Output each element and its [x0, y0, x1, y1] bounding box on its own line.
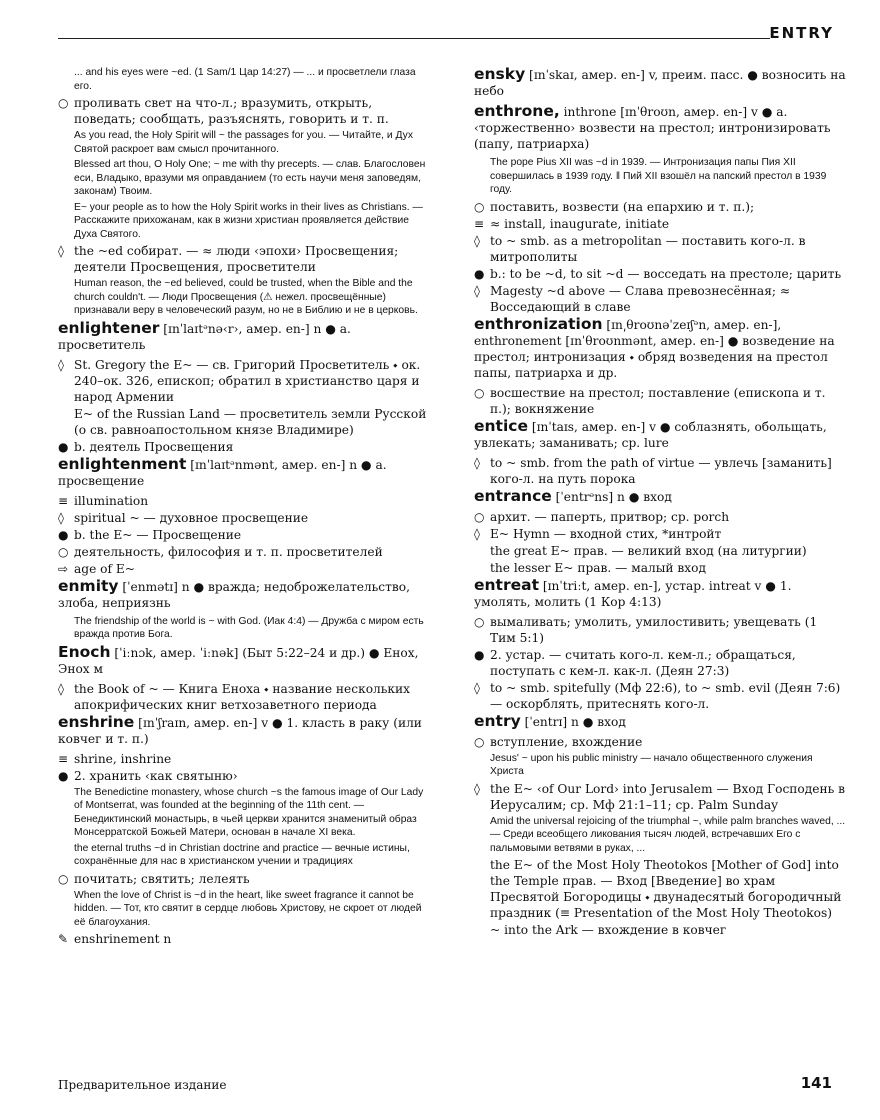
sense-line	[474, 922, 846, 938]
sense-line	[474, 560, 846, 576]
header-rule	[58, 38, 770, 39]
sense-line	[58, 493, 430, 509]
sense-text: b. деятель Просвещения	[74, 439, 234, 454]
sense-text: восшествие на престол; поставление (епископа и т. п.); вокняжение	[490, 385, 826, 416]
sense-text: почитать; святить; лелеять	[74, 871, 250, 886]
sense-line	[474, 233, 846, 265]
headword-text: enlightenment [ɪnˈlaɪtᵊnmənt, амер. en-] n ● a. просвещение	[58, 454, 387, 488]
sense-marker-icon: ◊	[58, 244, 64, 258]
sense-line	[474, 734, 846, 750]
sense-line	[474, 385, 846, 417]
sense-text: enshrinement n	[74, 932, 172, 946]
usage-example: ... and his eyes were ~ed. (1 Sam/1 Цар 14:27) — ... и просветлели глаза его.	[74, 67, 416, 92]
sense-marker-icon: ○	[474, 734, 485, 749]
sense-line	[58, 510, 430, 526]
sense-text: St. Gregory the E~ — св. Григорий Просветитель ⬩ ок. 240–ок. 326, епископ; обратил в христианство царя и народ Армении	[74, 357, 421, 404]
sense-text: ≈ install, inaugurate, initiate	[490, 216, 670, 231]
sense-marker-icon: ○	[58, 544, 69, 559]
left-column	[58, 64, 430, 948]
entry-headword	[474, 713, 846, 730]
sense-marker-icon: ◊	[474, 233, 480, 248]
headword-text: enmity [ˈenmətɪ] n ● вражда; недоброжелательство, злоба, неприязнь	[58, 576, 410, 610]
sense-text: поставить, возвести (на епархию и т. п.);	[490, 199, 755, 214]
sense-line	[58, 406, 430, 438]
sense-marker-icon: ○	[58, 871, 69, 886]
sense-text: b. the E~ — Просвещение	[74, 527, 242, 542]
entry-headword	[58, 320, 430, 353]
sense-marker-icon: ●	[58, 768, 69, 783]
sense-text: E~ of the Russian Land — просветитель земли Русской (о св. равноапостольном князе Владимире)	[74, 406, 427, 437]
entry-headword	[474, 66, 846, 99]
sense-line	[474, 455, 846, 487]
sense-text: вступление, вхождение	[490, 734, 643, 749]
sense-marker-icon: ✎	[58, 932, 69, 946]
sense-line	[474, 614, 846, 646]
sense-line	[474, 266, 846, 282]
sense-text: the lesser E~ прав. — малый вход	[490, 560, 706, 575]
sense-text: архит. — паперть, притвор; ср. porch	[490, 509, 730, 524]
sense-text: the E~ ‹of Our Lord› into Jerusalem — Вход Господень в Иерусалим; ср. Мф 21:1–11; ср. Palm Sunday	[490, 781, 845, 812]
sense-text: 2. устар. — считать кого-л. кем-л.; обращаться, поступать с кем-л. как-л. (Деян 27:3)	[490, 647, 796, 678]
sense-line	[58, 751, 430, 767]
sense-line	[474, 283, 846, 315]
entry-headword	[58, 578, 430, 611]
headword-text: entreat [ɪnˈtriːt, амер. en-], устар. intreat v ● 1. умолять, молить (1 Кор 4:13)	[474, 575, 792, 609]
usage-example: The Benedictine monastery, whose church ~s the famous image of Our Lady of Montserrat, was founded at the beginning of the 11th cent. — Бенедиктинский монастырь, в чьей церкви хранится знаменитый образ Монсерратской Божьей Матери, основан в начале XI века.	[74, 786, 424, 838]
sense-marker-icon: ○	[474, 385, 485, 400]
sense-text: to ~ smb. from the path of virtue — увлечь [заманить] кого-л. на путь порока	[490, 455, 832, 486]
sense-line	[474, 543, 846, 559]
running-head: ENTRY	[769, 24, 834, 42]
sense-line	[58, 871, 430, 887]
sense-marker-icon: ◊	[474, 526, 480, 541]
sense-marker-icon: ○	[474, 614, 485, 629]
sense-text: shrine, inshrine	[74, 751, 172, 766]
usage-example: Blessed art thou, O Holy One; ~ me with thy precepts. — слав. Благословен еси, Владыко, вразуми мя оправданием (то есть научи меня заповедям, законам) Твоим.	[74, 159, 426, 197]
headword-text: entry [ˈentrɪ] n ● вход	[474, 711, 626, 730]
usage-example: Human reason, the ~ed believed, could be trusted, when the Bible and the church couldn't. — Люди Просвещения (⚠ нежел. просвещённые) признавали веру в человеческий разум, но не в Библию и не в церковь.	[74, 278, 418, 316]
sense-marker-icon: ◊	[474, 781, 480, 796]
headword-text: entice [ɪnˈtaɪs, амер. en-] v ● соблазнять, обольщать, увлекать; заманивать; ср. lure	[474, 416, 827, 450]
sense-line	[474, 199, 846, 215]
entry-headword	[58, 714, 430, 747]
sense-marker-icon: ≡	[58, 751, 69, 766]
headword-text: enlightener [ɪnˈlaɪtᵊnə‹r›, амер. en-] n ● a. просветитель	[58, 318, 351, 352]
sense-marker-icon: ◊	[58, 681, 64, 696]
sense-marker-icon: ◊	[58, 357, 64, 372]
sense-marker-icon: ○	[474, 199, 485, 214]
sense-text: age of E~	[74, 561, 135, 576]
sense-line	[58, 561, 430, 577]
sense-line	[58, 439, 430, 455]
sense-text: вымаливать; умолить, умилостивить; увещевать (1 Тим 5:1)	[490, 614, 818, 645]
sense-text: 2. хранить ‹как святыню›	[74, 768, 238, 783]
sense-line	[474, 857, 846, 921]
sense-marker-icon: ○	[474, 509, 485, 524]
headword-text: enthrone, inthrone [ɪnˈθroʊn, амер. en-] v ● a. ‹торжественно› возвести на престол; интронизировать (папу, патриарха)	[474, 102, 831, 151]
sense-line	[474, 781, 846, 813]
entry-headword	[474, 316, 846, 381]
sense-marker-icon: ●	[474, 266, 485, 281]
sense-marker-icon: ◊	[474, 283, 480, 298]
sense-line	[58, 357, 430, 405]
sense-text: деятельность, философия и т. п. просветителей	[74, 544, 383, 559]
entry-headword	[474, 103, 846, 152]
sense-text: E~ Hymn — входной стих, *интройт	[490, 526, 722, 541]
sense-marker-icon: ○	[58, 96, 69, 110]
entry-headword	[474, 577, 846, 610]
sense-text: to ~ smb. as a metropolitan — поставить кого-л. в митрополиты	[490, 233, 806, 264]
sense-line	[58, 544, 430, 560]
sense-text: ~ into the Ark — вхождение в ковчег	[490, 923, 727, 937]
sense-marker-icon: ⇨	[58, 561, 69, 576]
right-column	[474, 66, 846, 939]
sense-line	[58, 768, 430, 784]
headword-text: enshrine [ɪnˈʃraɪn, амер. en-] v ● 1. класть в раку (или ковчег и т. п.)	[58, 712, 422, 746]
sense-marker-icon: ●	[58, 527, 69, 542]
sense-text: to ~ smb. spitefully (Мф 22:6), to ~ smb. evil (Деян 7:6) — оскорблять, притеснять кого-л.	[490, 680, 841, 711]
sense-marker-icon: ◊	[474, 680, 480, 695]
sense-text: the Book of ~ — Книга Еноха ⬩ название нескольких апокрифических книг ветхозаветного периода	[74, 681, 411, 712]
sense-text: the great E~ прав. — великий вход (на литургии)	[490, 543, 807, 558]
sense-line	[58, 527, 430, 543]
sense-marker-icon: ●	[58, 439, 69, 454]
sense-text: the E~ of the Most Holy Theotokos [Mother of God] into the Temple прав. — Вход [Введение] во храм Пресвятой Богородицы ⬩ двунадесятый богородичный праздник (≡ Presentation of the Most Holy Theotokos)	[490, 858, 842, 920]
sense-text: the ~ed собират. — ≈ люди ‹эпохи› Просвещения; деятели Просвещения, просветители	[74, 244, 399, 274]
sense-line	[58, 681, 430, 713]
usage-example: When the love of Christ is ~d in the heart, like sweet fragrance it cannot be hidden. — Тот, кто святит в сердце любовь Христову, не скроет от людей её благоухания.	[74, 889, 422, 928]
sense-text: Magesty ~d above — Слава превознесённая; ≈ Восседающий в славе	[490, 283, 791, 314]
sense-line	[58, 931, 430, 947]
entry-headword	[474, 418, 846, 451]
sense-text: b.: to be ~d, to sit ~d — восседать на престоле; царить	[490, 266, 842, 281]
sense-marker-icon: ◊	[58, 510, 64, 525]
usage-example: The friendship of the world is ~ with God. (Иак 4:4) — Дружба с миром есть вражда против Бога.	[74, 615, 424, 640]
sense-line	[474, 216, 846, 232]
edition-label: Предварительное издание	[58, 1078, 227, 1092]
sense-marker-icon: ◊	[474, 455, 480, 470]
entry-headword	[58, 456, 430, 489]
usage-example: E~ your people as to how the Holy Spirit works in their lives as Christians. — Расскажите прихожанам, как в жизни христиан проявляется действие Духа Святого.	[74, 201, 423, 240]
entry-headword	[58, 644, 430, 677]
entry-headword	[474, 488, 846, 505]
headword-text: enthronization [ɪn͵θroʊnəˈzeɪʃᵊn, амер. en-], enthronement [ɪnˈθroʊnmənt, амер. en-] ● возведение на престол; интронизация ⬩ обряд возведения на престол папы, патриарха и др.	[474, 314, 835, 380]
usage-example: As you read, the Holy Spirit will ~ the passages for you. — Читайте, и Дух Святой раскроет вам смысл прочитанного.	[74, 130, 413, 155]
sense-text: illumination	[74, 493, 149, 508]
page-number: 141	[800, 1074, 832, 1092]
sense-line	[474, 526, 846, 542]
sense-line	[58, 95, 430, 127]
sense-marker-icon: ≡	[474, 216, 485, 231]
usage-example: Amid the universal rejoicing of the triumphal ~, while palm branches waved, ... — Среди всеобщего ликования тысяч людей, встречавших Его с пальмовыми ветвями в руках, ...	[490, 815, 846, 854]
headword-text: Enoch [ˈiːnɔk, амер. ˈiːnək] (Быт 5:22–24 и др.) ● Енох, Энох м	[58, 642, 419, 676]
usage-example: Jesus' ~ upon his public ministry — начало общественного служения Христа	[490, 752, 813, 777]
sense-line	[474, 647, 846, 679]
headword-text: ensky [ɪnˈskaɪ, амер. en-] v, преим. пасс. ● возносить на небо	[474, 65, 846, 98]
sense-line	[58, 243, 430, 275]
sense-marker-icon: ●	[474, 647, 485, 662]
usage-example: The pope Pius XII was ~d in 1939. — Интронизация папы Пия XII совершилась в 1939 году. ‖ Пий XII взошёл на папский престол в 1939 году.	[490, 157, 827, 195]
sense-line	[474, 509, 846, 525]
usage-example: the eternal truths ~d in Christian doctrine and practice — вечные истины, сохранённые для нас в христианском учении и традициях	[74, 842, 410, 867]
headword-text: entrance [ˈentrᵊns] n ● вход	[474, 486, 672, 505]
sense-text: spiritual ~ — духовное просвещение	[74, 510, 309, 525]
sense-line	[474, 680, 846, 712]
sense-text: проливать свет на что-л.; вразумить, открыть, поведать; сообщать, разъяснять, говорить и т. п.	[74, 96, 389, 126]
sense-marker-icon: ≡	[58, 493, 69, 508]
